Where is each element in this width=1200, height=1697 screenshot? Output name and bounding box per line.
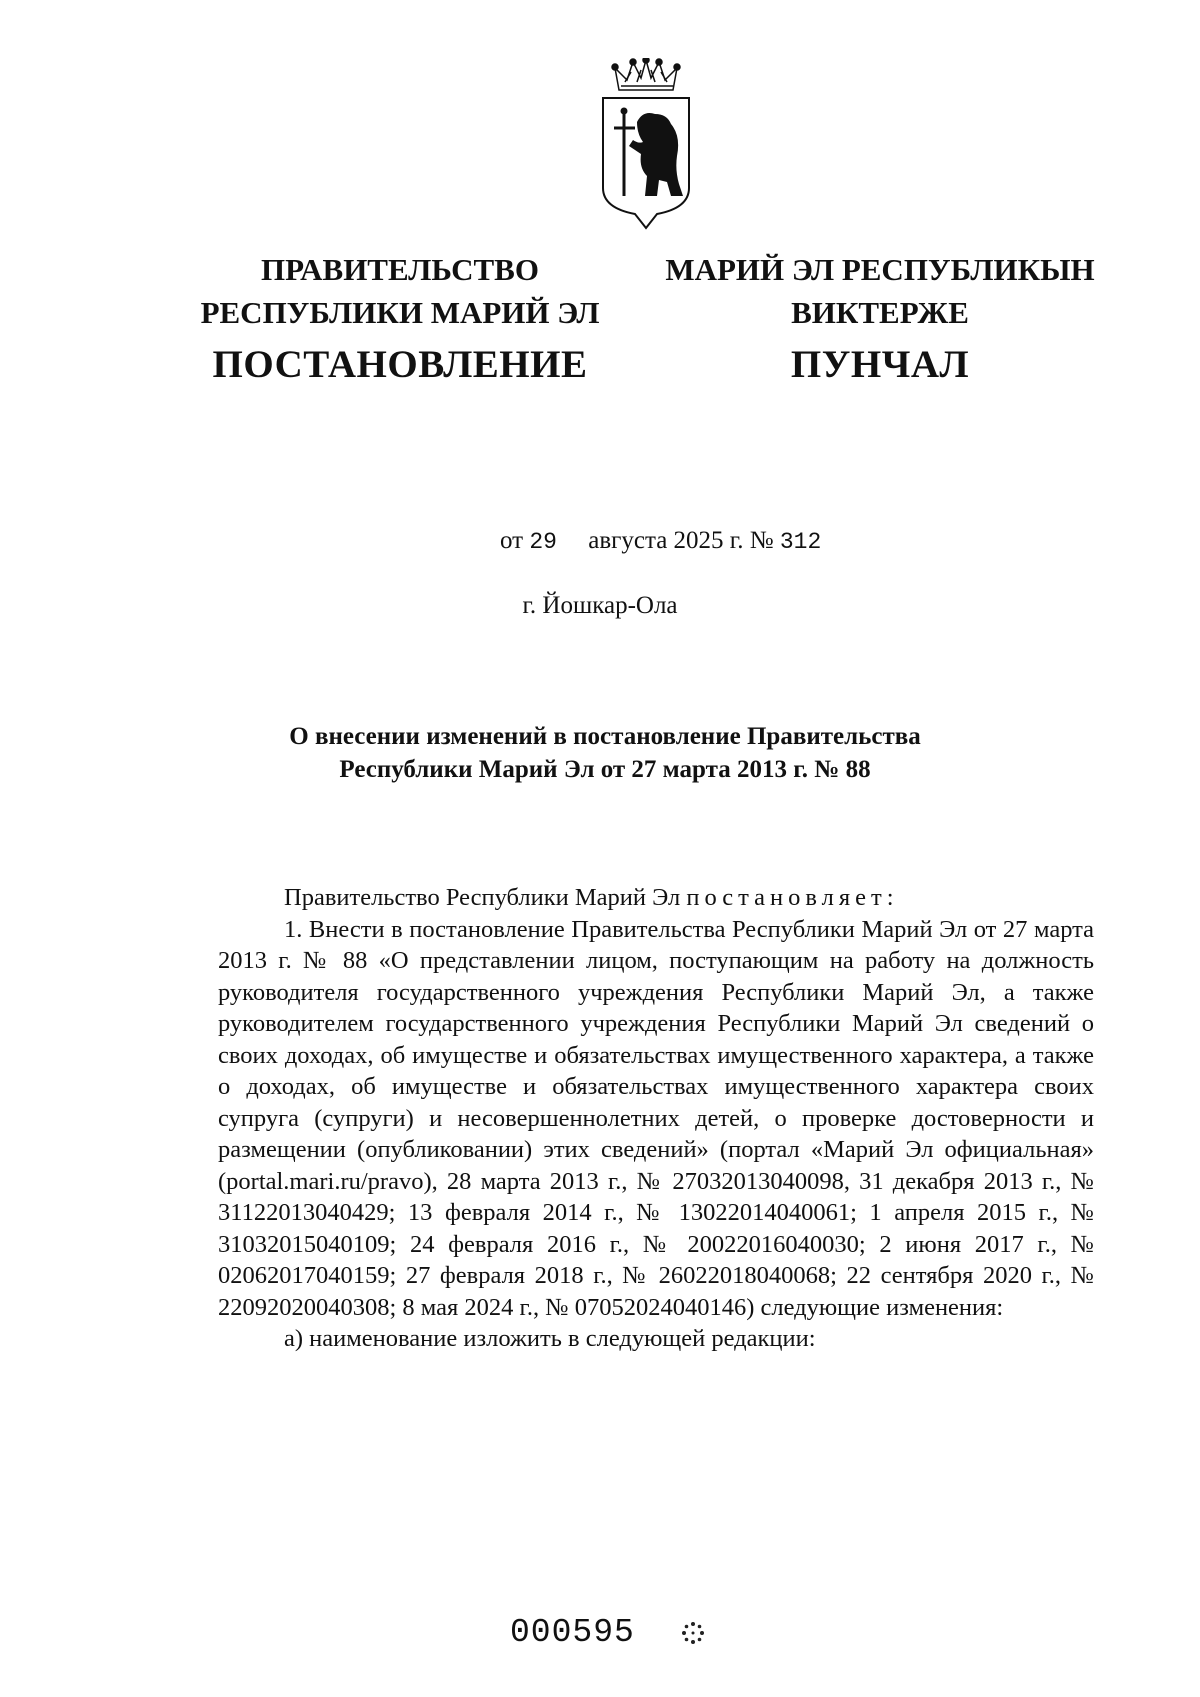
date-month-year: августа 2025 г. № [588,527,774,554]
header-right [660,248,1100,392]
title-line2: Республики Марий Эл от 27 марта 2013 г. № 88 [339,756,871,783]
document-type: ПОСТАНОВЛЕНИЕ [212,343,588,386]
header-left [195,248,605,392]
date-day: 29 [529,529,557,555]
government-name-mari-line1: МАРИЙ ЭЛ РЕСПУБЛИКЫН [665,252,1095,287]
government-name-line1: ПРАВИТЕЛЬСТВО [261,252,539,287]
serial-number: 000595 [510,1614,635,1651]
document-body [218,882,1094,1355]
item-a: а) наименование изложить в следующей редакции: [284,1325,816,1352]
intro-resolves: постановляет: [686,884,899,911]
asterisk-security-mark-icon [680,1620,706,1646]
paragraph-1: 1. Внести в постановление Правительства Республики Марий Эл от 27 марта 2013 г. № 88 «О представлении лицом, поступающим на работу на должность руководителя государственного учреждения Республики Марий Эл, а также руководителем государственного учреждения Республики Марий Эл сведений о своих доходах, об имуществе и обязательствах имущественного характера, а также о доходах, об имуществе и обязательствах имущественного характера своих супруга (супруги) и несовершеннолетних детей, о проверке достоверности и размещении (опубликовании) этих сведений» (портал «Марий Эл официальная» (portal.mari.ru/pravo), 28 марта 2013 г., № 27032013040098, 31 декабря 2013 г., № 31122013040429; 13 февраля 2014 г., № 13022014040061; 1 апреля 2015 г., № 31032015040109; 24 февраля 2016 г., № 20022016040030; 2 июня 2017 г., № 02062017040159; 27 февраля 2018 г., № 26022018040068; 22 сентября 2020 г., № 22092020040308; 8 мая 2024 г., № 07052024040146) следующие изменения: [218,915,1094,1321]
intro-paragraph [218,882,1094,914]
government-name-mari-line2: ВИКТЕРЖЕ [791,295,969,330]
coat-of-arms-emblem-icon [597,58,695,230]
document-type-mari: ПУНЧАЛ [790,343,970,386]
date-prefix: от [500,527,524,554]
title-line1: О внесении изменений в постановление Правительства [289,723,921,750]
city-name: г. Йошкар-Ола [522,592,678,619]
intro-text: Правительство Республики Марий Эл [284,884,681,911]
document-date-line [500,527,821,555]
government-name-line2: РЕСПУБЛИКИ МАРИЙ ЭЛ [200,295,600,330]
document-title [200,720,1010,786]
document-number: 312 [779,529,822,555]
